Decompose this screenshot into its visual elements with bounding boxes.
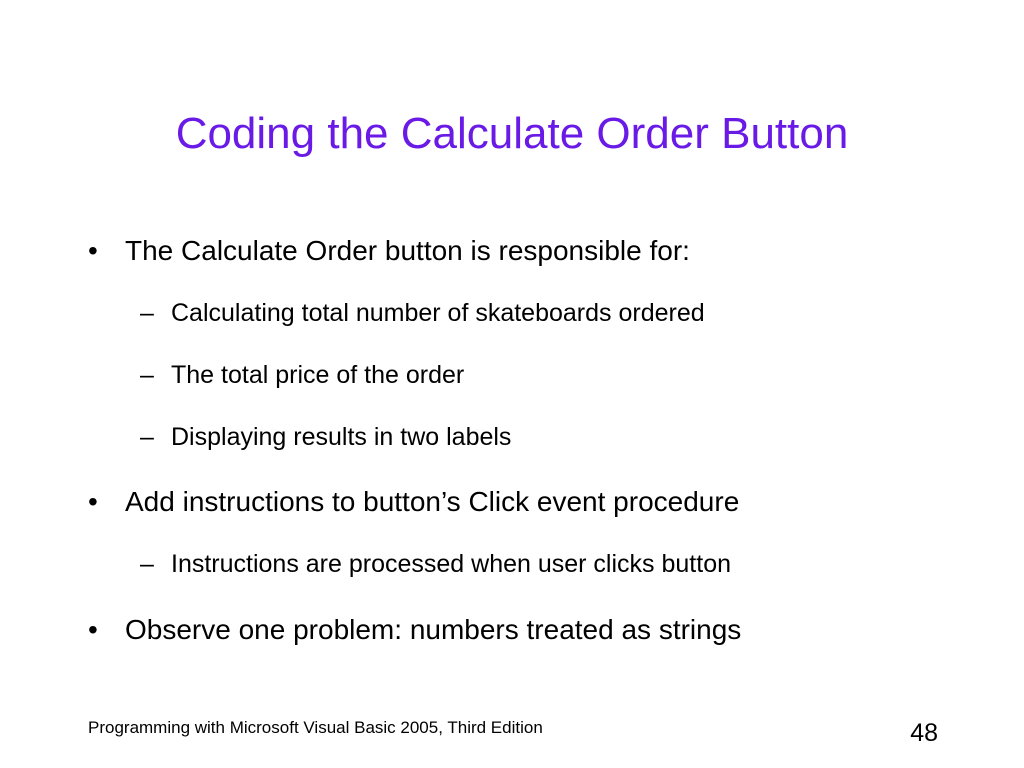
slide-title: Coding the Calculate Order Button <box>175 109 849 158</box>
bullet-marker: • <box>88 235 98 266</box>
bullet-text: Add instructions to button’s Click event procedure <box>125 486 740 517</box>
slide-footer: Programming with Microsoft Visual Basic 2005, Third Edition <box>88 718 543 737</box>
bullet-text: The Calculate Order button is responsible for: <box>125 235 690 266</box>
dash-marker: – <box>140 423 154 451</box>
sub-bullet-text: Calculating total number of skateboards ordered <box>171 299 705 327</box>
bullet-marker: • <box>88 486 98 517</box>
sub-bullet-text: Displaying results in two labels <box>171 423 512 451</box>
sub-bullet-text: Instructions are processed when user clicks button <box>171 550 731 578</box>
dash-marker: – <box>140 550 154 578</box>
dash-marker: – <box>140 361 154 389</box>
bullet-text: Observe one problem: numbers treated as strings <box>125 614 742 645</box>
dash-marker: – <box>140 299 154 327</box>
bullet-marker: • <box>88 614 98 645</box>
page-number: 48 <box>910 719 938 747</box>
sub-bullet-text: The total price of the order <box>171 361 465 389</box>
